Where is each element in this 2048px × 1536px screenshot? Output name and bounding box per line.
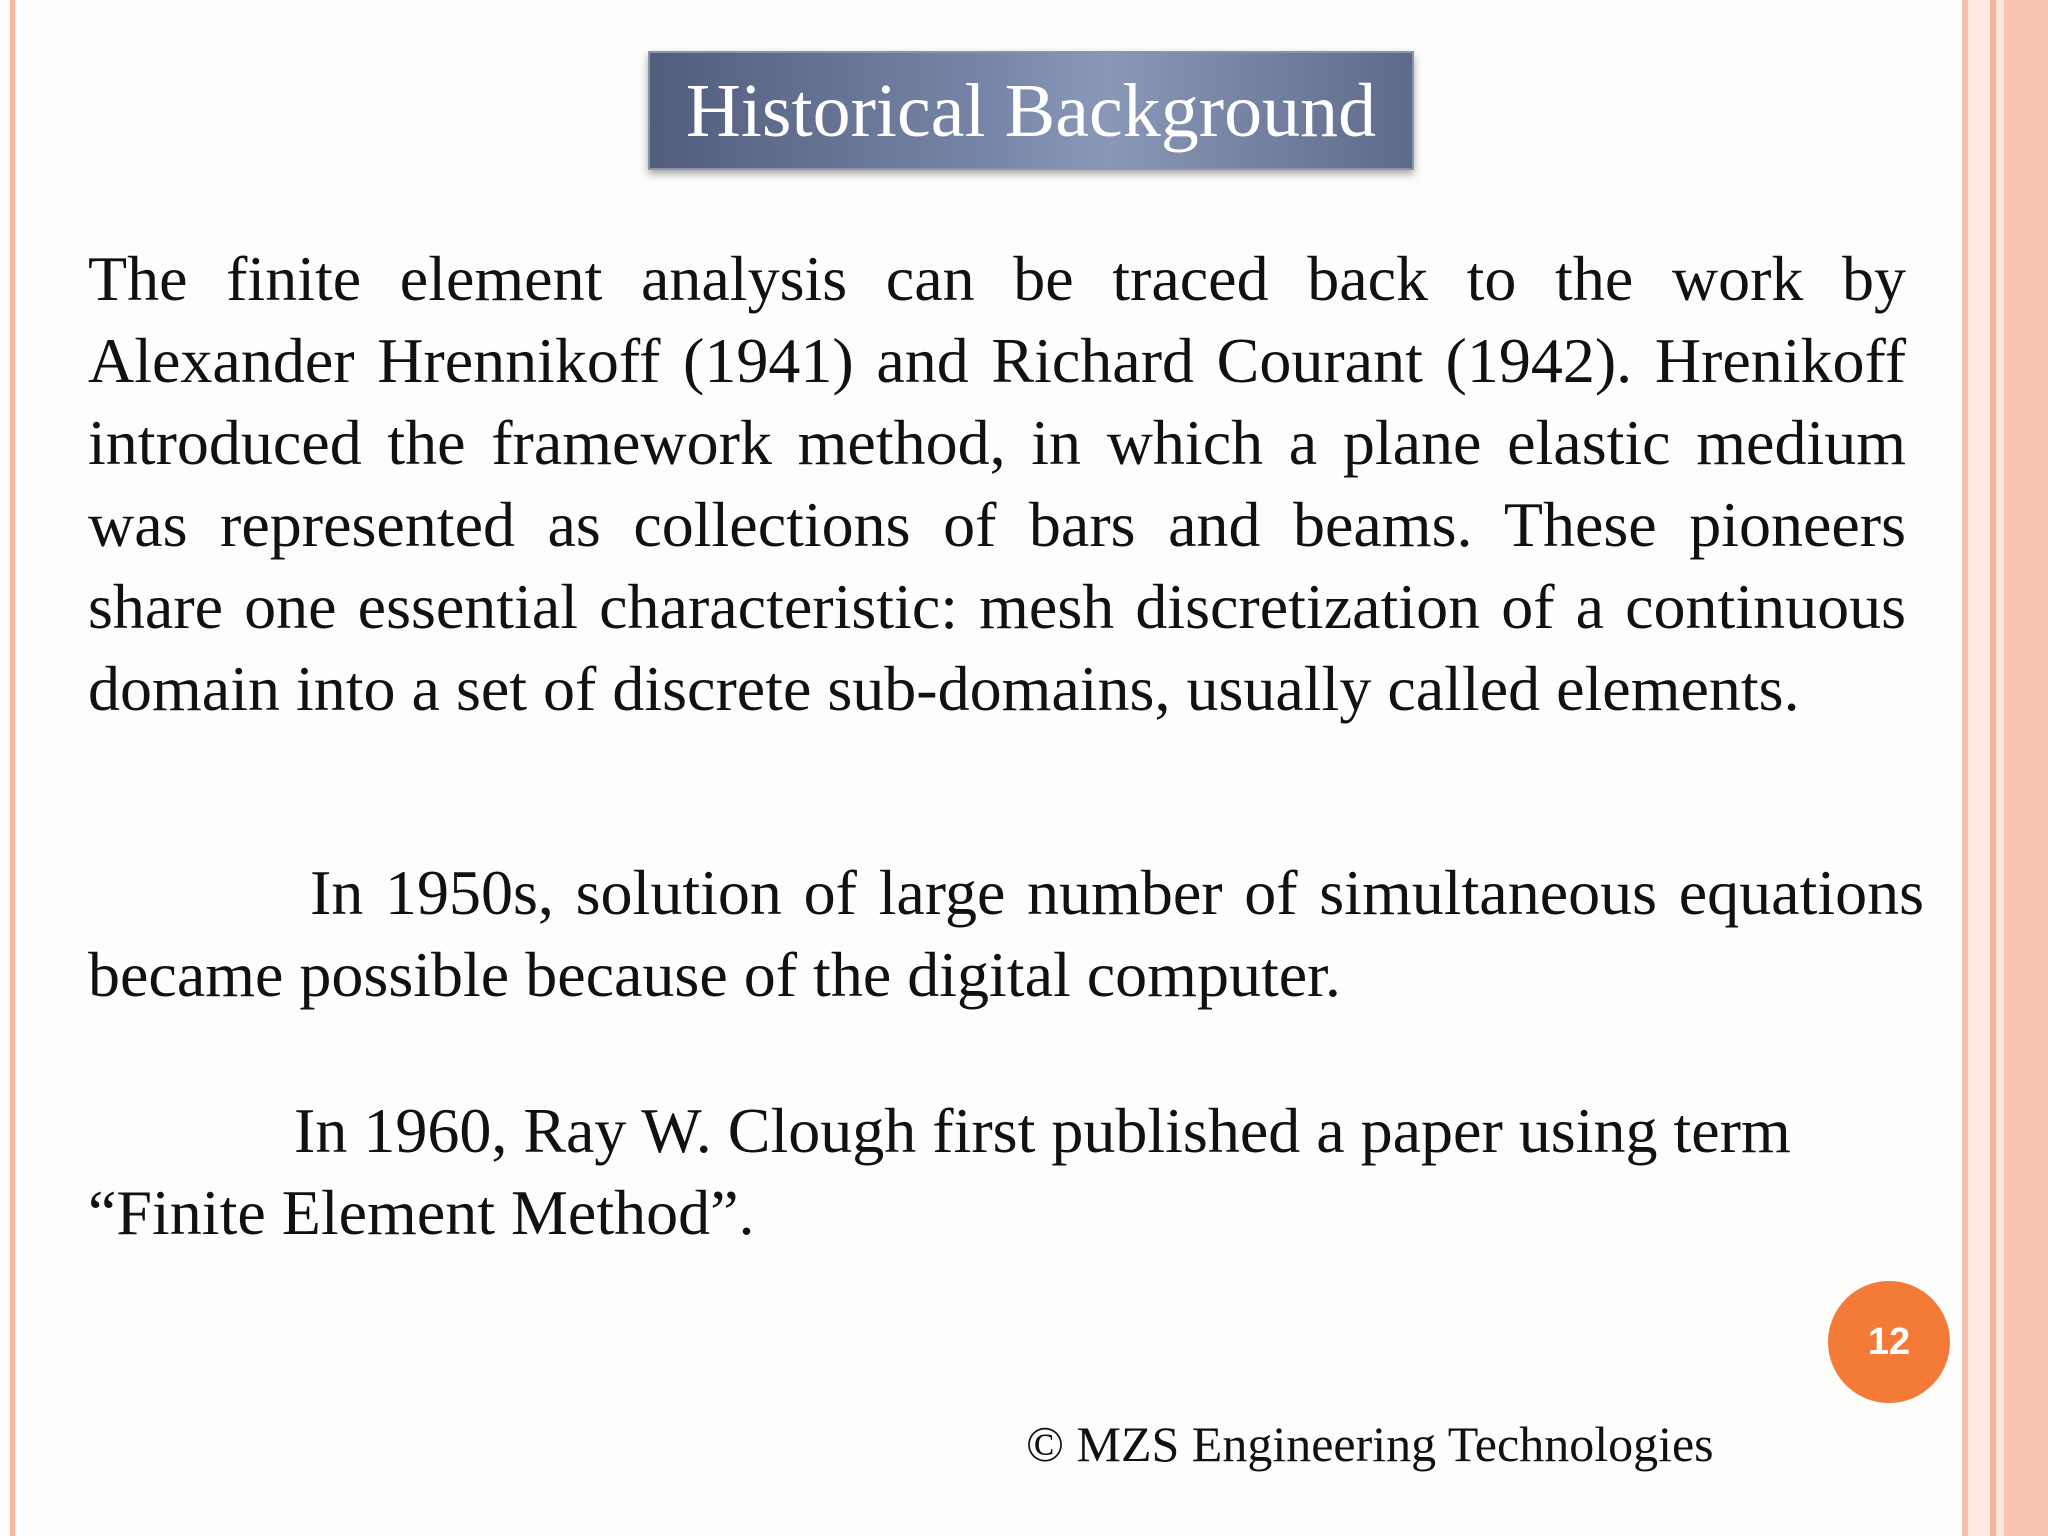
- page-number-badge: 12: [1828, 1281, 1950, 1403]
- right-border-stripe: [2004, 0, 2048, 1536]
- paragraph-1960: In 1960, Ray W. Clough first published a paper using term “Finite Element Method”.: [88, 1095, 1791, 1248]
- left-border-rule: [10, 0, 15, 1536]
- copyright-footer: © MZS Engineering Technologies: [1026, 1416, 1714, 1472]
- slide-title-box: [648, 51, 1414, 170]
- paragraph-1950s: In 1950s, solution of large number of simultaneous equations became possible because of the digital computer.: [88, 857, 1924, 1010]
- paragraph-origins: The finite element analysis can be traced back to the work by Alexander Hrennikoff (1941) and Richard Courant (1942). Hrenikoff introduced the framework method, in which a plane elastic medium was represented as collections of bars and beams. These pioneers share one essential characteristic: mesh discretization of a continuous domain into a set of discrete sub-domains, usually called elements.: [88, 243, 1906, 724]
- right-border-stripe: [1968, 0, 1990, 1536]
- slide-title: Historical Background: [685, 68, 1377, 153]
- right-border-stripe: [1996, 0, 2004, 1536]
